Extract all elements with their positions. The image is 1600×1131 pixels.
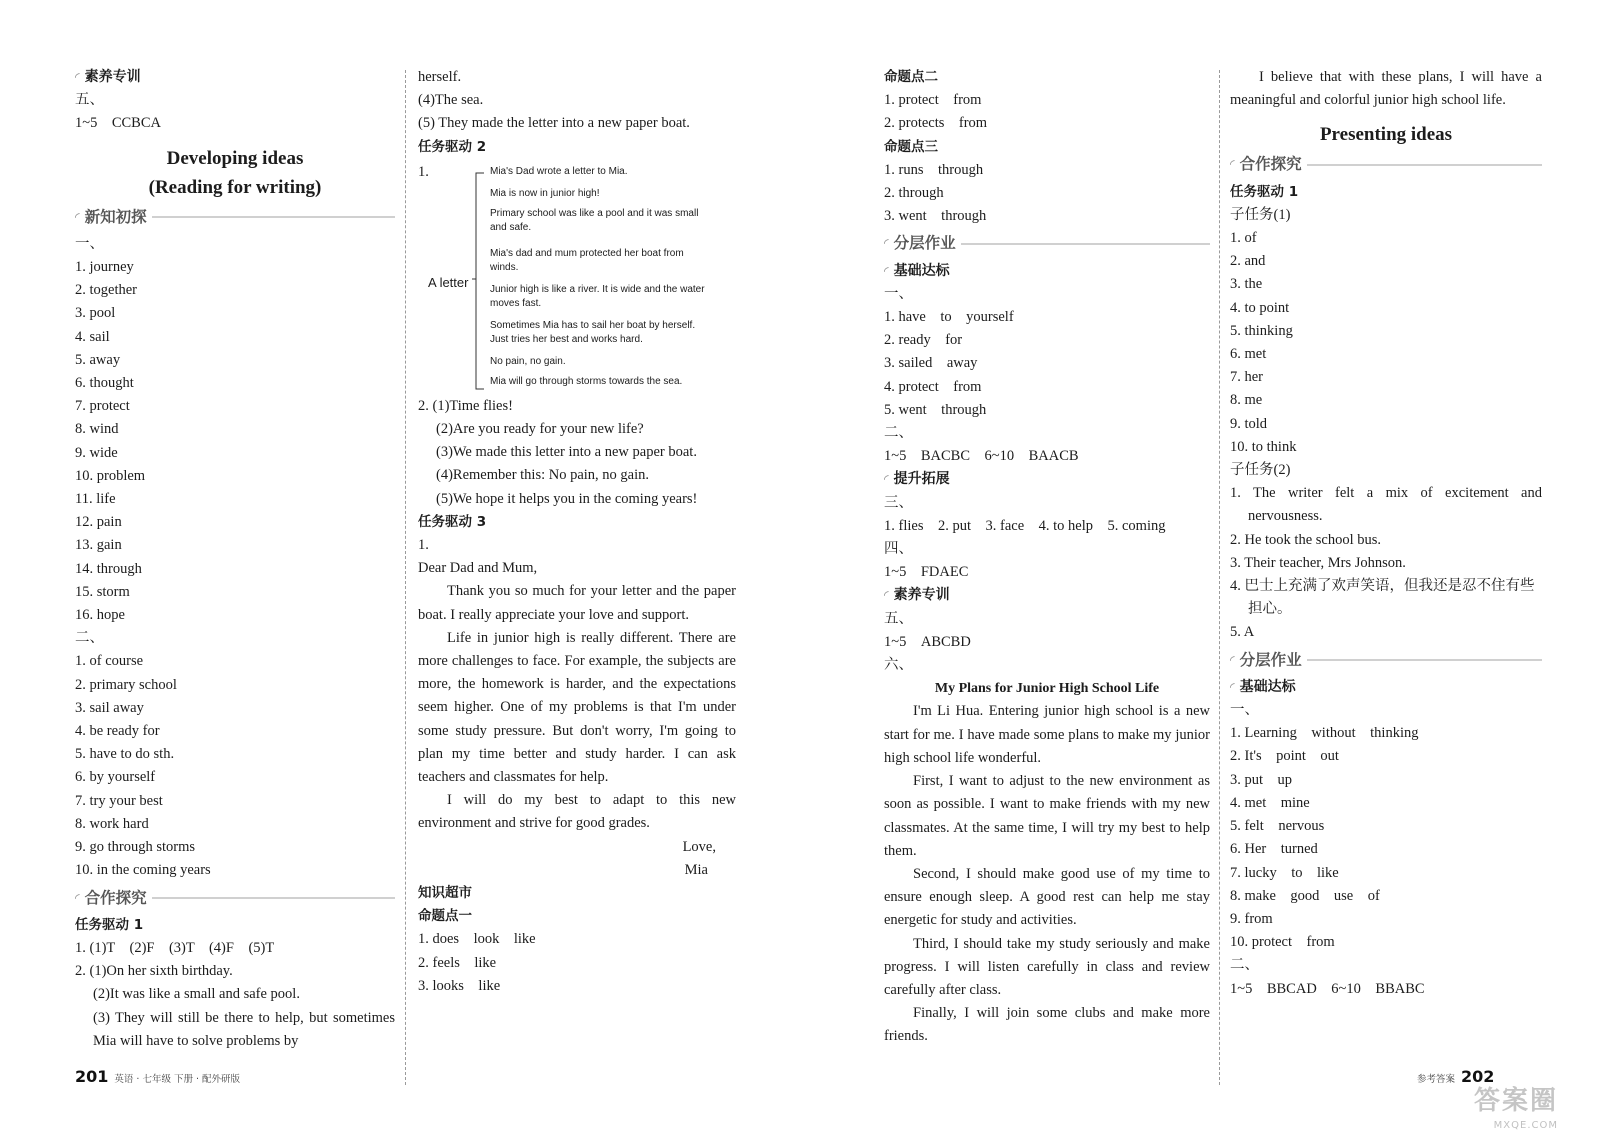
list-item: 4. 巴士上充满了欢声笑语，但我还是忍不住有些担心。 (1230, 578, 1535, 618)
answer-line: 2. (1)Time flies! (418, 397, 513, 414)
list-item: 6. by yourself (75, 769, 156, 786)
section-title: Presenting ideas (1319, 124, 1453, 146)
part-label: 一、 (1230, 702, 1259, 719)
part-label: 二、 (884, 425, 913, 442)
list-item: 1. journey (75, 259, 134, 276)
item-number: 1. (418, 163, 429, 180)
list-item: 5. felt nervous (1230, 818, 1325, 835)
answer-line: 1~5 CCBCA (75, 115, 162, 132)
page-title-2: (Reading for writing) (148, 176, 322, 198)
essay-paragraph: First, I want to adjust to the new environment as soon as possible. I want to make friends with my new classmates. At the same time, I will try my best to help them. (884, 773, 1210, 859)
answer-paragraph: (5) They made the letter into a new paper boat. (418, 115, 690, 132)
section-header-hezuo: ◜ 合作探究 (1230, 151, 1542, 178)
answer-line: (5)We hope it helps you in the coming years! (436, 490, 698, 507)
task-label: 任务驱动 1 (1230, 183, 1299, 200)
page-title-1: Developing ideas (166, 147, 304, 169)
section-header-xinzhi: ◜ 新知初探 (75, 204, 395, 231)
list-item: 15. storm (75, 583, 130, 600)
section-corner-icon: ◜ (75, 70, 80, 84)
essay-paragraph: Finally, I will join some clubs and make more friends. (884, 1005, 1210, 1045)
section-corner-icon: ◜ (1230, 679, 1235, 694)
column-divider (1219, 70, 1220, 1085)
list-item: 2. He took the school bus. (1230, 531, 1382, 548)
section-header-suyang: ◜ 素养专训 (75, 66, 395, 89)
subsection-header-jichu: ◜ 基础达标 (1230, 676, 1542, 699)
list-item: 2. protects from (884, 115, 988, 132)
answer-line: 1~5 ABCBD (884, 633, 971, 650)
list-item: 2. through (884, 185, 944, 202)
section-header-fenceng: ◜ 分层作业 (884, 230, 1210, 257)
task-label: 任务驱动 3 (418, 513, 487, 530)
answer-line: herself. (418, 69, 462, 85)
list-item: 6. Her turned (1230, 841, 1318, 858)
list-item: 11. life (75, 491, 116, 508)
footer-book-title: 英语 · 七年级 下册 · 配外研版 (114, 1074, 241, 1085)
letter-signature: Mia (684, 861, 708, 878)
list-item: 10. problem (75, 467, 146, 484)
answer-line: (2)Are you ready for your new life? (436, 421, 644, 438)
section-corner-icon: ◜ (884, 472, 889, 487)
diagram-statement: Junior high is like a river. It is wide and the water moves fast. (490, 283, 705, 309)
essay-paragraph: I'm Li Hua. Entering junior high school is a new start for me. I have made some plans to make my junior high school life wonderful. (884, 703, 1210, 766)
list-item: 7. her (1230, 369, 1264, 386)
diagram-statement: No pain, no gain. (490, 355, 566, 367)
column-1 (75, 66, 395, 1053)
answer-line: 1~5 BACBC 6~10 BAACB (884, 448, 1079, 465)
essay-paragraph: I believe that with these plans, I will have a meaningful and colorful junior high school life. (1230, 69, 1542, 109)
section-corner-icon: ◜ (884, 263, 889, 278)
part-label: 五、 (75, 92, 104, 109)
diagram-statement: Sometimes Mia has to sail her boat by herself. Just tries her best and works hard. (490, 319, 696, 345)
list-item: 5. A (1230, 624, 1255, 641)
subsection-header-suyang: ◜ 素养专训 (884, 584, 1210, 607)
watermark-logo: 答案圈 (1473, 1086, 1558, 1116)
section-divider (1307, 164, 1542, 166)
subsection-header-tisheng: ◜ 提升拓展 (884, 468, 1210, 491)
list-item: 14. through (75, 560, 142, 577)
list-item: 10. in the coming years (75, 862, 211, 879)
list-item: 3. went through (884, 208, 987, 225)
list-item: 8. work hard (75, 815, 149, 832)
diagram-statement: Mia's dad and mum protected her boat from winds. (490, 247, 684, 273)
answer-line: (2)It was like a small and safe pool. (93, 986, 300, 1003)
list-item: 4. be ready for (75, 723, 160, 740)
list-item: 8. wind (75, 421, 119, 438)
list-item: 13. gain (75, 537, 122, 554)
answer-line: 1~5 BBCAD 6~10 BBABC (1230, 980, 1425, 997)
list-item: 6. met (1230, 346, 1267, 363)
list-item: 2. feels like (418, 954, 497, 971)
answer-paragraph: (3) They will still be there to help, but sometimes Mia will have to solve problems by (93, 1009, 395, 1049)
part-label: 二、 (75, 630, 104, 647)
section-corner-icon: ◜ (75, 890, 80, 905)
answer-line: (4)Remember this: No pain, no gain. (436, 467, 650, 484)
answer-line: 1. (1)T (2)F (3)T (4)F (5)T (75, 939, 275, 956)
answer-list-2 (75, 650, 395, 882)
list-item: 3. sail away (75, 699, 144, 716)
watermark-url: MXQE.COM (1493, 1120, 1558, 1131)
list-item: 2. together (75, 282, 138, 299)
list-item: 1. does look like (418, 931, 536, 948)
mind-map-diagram (418, 161, 736, 391)
list-item: 7. protect (75, 398, 130, 415)
diagram-bracket (472, 171, 486, 391)
essay-paragraph: Second, I should make good use of my time to ensure enough sleep. A good rest can help me stay energetic for study and activities. (884, 865, 1210, 929)
section-header-fenceng: ◜ 分层作业 (1230, 647, 1542, 674)
section-header-hezuo: ◜ 合作探究 (75, 885, 395, 912)
list-item: 8. me (1230, 392, 1263, 409)
part-label: 五、 (884, 610, 913, 627)
part-label: 三、 (884, 494, 913, 511)
answer-line: (4)The sea. (418, 92, 484, 109)
list-item: 1. of (1230, 230, 1257, 247)
section-divider (961, 243, 1210, 245)
task-label: 任务驱动 2 (418, 138, 487, 155)
list-item: 4. to point (1230, 299, 1290, 316)
column-4 (1230, 66, 1542, 1001)
list-item: 10. to think (1230, 438, 1297, 455)
list-item: 4. sail (75, 328, 110, 345)
list-item: 12. pain (75, 514, 122, 531)
list-item: 2. and (1230, 253, 1266, 270)
diagram-root-label: A letter (428, 274, 469, 290)
section-corner-icon: ◜ (75, 209, 80, 224)
list-item: 6. thought (75, 375, 134, 392)
essay-title: My Plans for Junior High School Life (934, 681, 1160, 697)
column-2 (418, 66, 736, 998)
list-item: 5. have to do sth. (75, 746, 175, 763)
list-item: 1. of course (75, 653, 144, 670)
part-label: 一、 (75, 235, 104, 252)
list-item: 10. protect from (1230, 934, 1335, 951)
list-item: 9. from (1230, 910, 1273, 927)
letter-paragraph: Life in junior high is really different. There are more challenges to face. For example, the subjects are more, the homework is harder, and the expectations seem higher. One of my problems is that I'm under some study pressure. But don't worry, I'm going to plan my time better and study harder. I can ask teachers and classmates for help. (418, 629, 736, 786)
list-item: 4. protect from (884, 378, 982, 395)
list-item: 5. away (75, 351, 121, 368)
diagram-statement: Mia will go through storms towards the sea. (490, 375, 683, 387)
section-corner-icon: ◜ (884, 588, 889, 603)
list-item: 3. sailed away (884, 355, 978, 372)
part-label: 二、 (1230, 957, 1259, 974)
footer-section-title: 参考答案 (1417, 1074, 1456, 1085)
answer-line: (3)We made this letter into a new paper boat. (436, 444, 697, 461)
page-number-left: 201 (75, 1067, 109, 1086)
subtask-label: 子任务(1) (1230, 206, 1291, 223)
list-item: 3. the (1230, 276, 1263, 293)
section-corner-icon: ◜ (884, 236, 889, 251)
section-label: 知识超市 (418, 885, 472, 902)
topic-label: 命题点二 (884, 69, 938, 85)
list-item: 3. pool (75, 305, 116, 322)
topic-label: 命题点一 (418, 908, 472, 925)
list-item: 7. lucky to like (1230, 864, 1339, 881)
list-item: 5. went through (884, 401, 987, 418)
list-item: 3. looks like (418, 977, 501, 994)
list-item: 1. have to yourself (884, 309, 1014, 326)
list-item: 16. hope (75, 607, 125, 624)
list-item: 7. try your best (75, 792, 163, 809)
diagram-statement: Primary school was like a pool and it was small and safe. (490, 207, 699, 233)
page-number-right: 202 (1461, 1067, 1495, 1086)
letter-paragraph: I will do my best to adapt to this new environment and strive for good grades. (418, 792, 736, 832)
list-item: 2. It's point out (1230, 748, 1339, 765)
list-item: 9. wide (75, 444, 118, 461)
answer-list-1 (75, 256, 395, 627)
list-item: 2. ready for (884, 332, 963, 349)
subtask-label: 子任务(2) (1230, 462, 1291, 479)
footer-left (75, 1067, 240, 1086)
letter-closing: Love, (682, 838, 716, 855)
list-item: 5. thinking (1230, 322, 1293, 339)
essay-paragraph: Third, I should take my study seriously and make progress. I will listen carefully in class and review carefully after class. (884, 935, 1210, 998)
subsection-header-jichu: ◜ 基础达标 (884, 260, 1210, 283)
section-divider (152, 216, 395, 218)
section-divider (152, 897, 395, 899)
list-item: 3. Their teacher, Mrs Johnson. (1230, 554, 1406, 571)
section-corner-icon: ◜ (1230, 652, 1235, 667)
list-item: 4. met mine (1230, 794, 1310, 811)
list-item: 9. go through storms (75, 839, 196, 856)
answer-line: 1~5 FDAEC (884, 564, 969, 581)
list-item: 2. primary school (75, 676, 177, 693)
list-item: 1. protect from (884, 92, 982, 109)
section-corner-icon: ◜ (1230, 157, 1235, 172)
diagram-statement: Mia is now in junior high! (490, 187, 600, 199)
answer-line: 1. flies 2. put 3. face 4. to help 5. coming (884, 517, 1166, 534)
part-label: 四、 (884, 541, 913, 558)
letter-salutation: Dear Dad and Mum, (418, 560, 538, 577)
list-item: 1. runs through (884, 161, 984, 178)
letter-paragraph: Thank you so much for your letter and the paper boat. I really appreciate your love and support. (418, 583, 736, 623)
item-number: 1. (418, 537, 429, 554)
list-item: 9. told (1230, 415, 1268, 432)
list-item: 1. The writer felt a mix of excitement and nervousness. (1230, 485, 1542, 525)
list-item: 8. make good use of (1230, 887, 1380, 904)
column-3 (884, 66, 1210, 1049)
part-label: 六、 (884, 657, 913, 674)
topic-label: 命题点三 (884, 138, 938, 155)
list-item: 1. Learning without thinking (1230, 725, 1419, 742)
answer-line: 2. (1)On her sixth birthday. (75, 963, 233, 980)
section-divider (1307, 659, 1542, 661)
diagram-statement: Mia's Dad wrote a letter to Mia. (490, 165, 628, 177)
list-item: 3. put up (1230, 771, 1293, 788)
part-label: 一、 (884, 285, 913, 302)
column-divider (405, 70, 406, 1085)
task-label: 任务驱动 1 (75, 916, 144, 933)
